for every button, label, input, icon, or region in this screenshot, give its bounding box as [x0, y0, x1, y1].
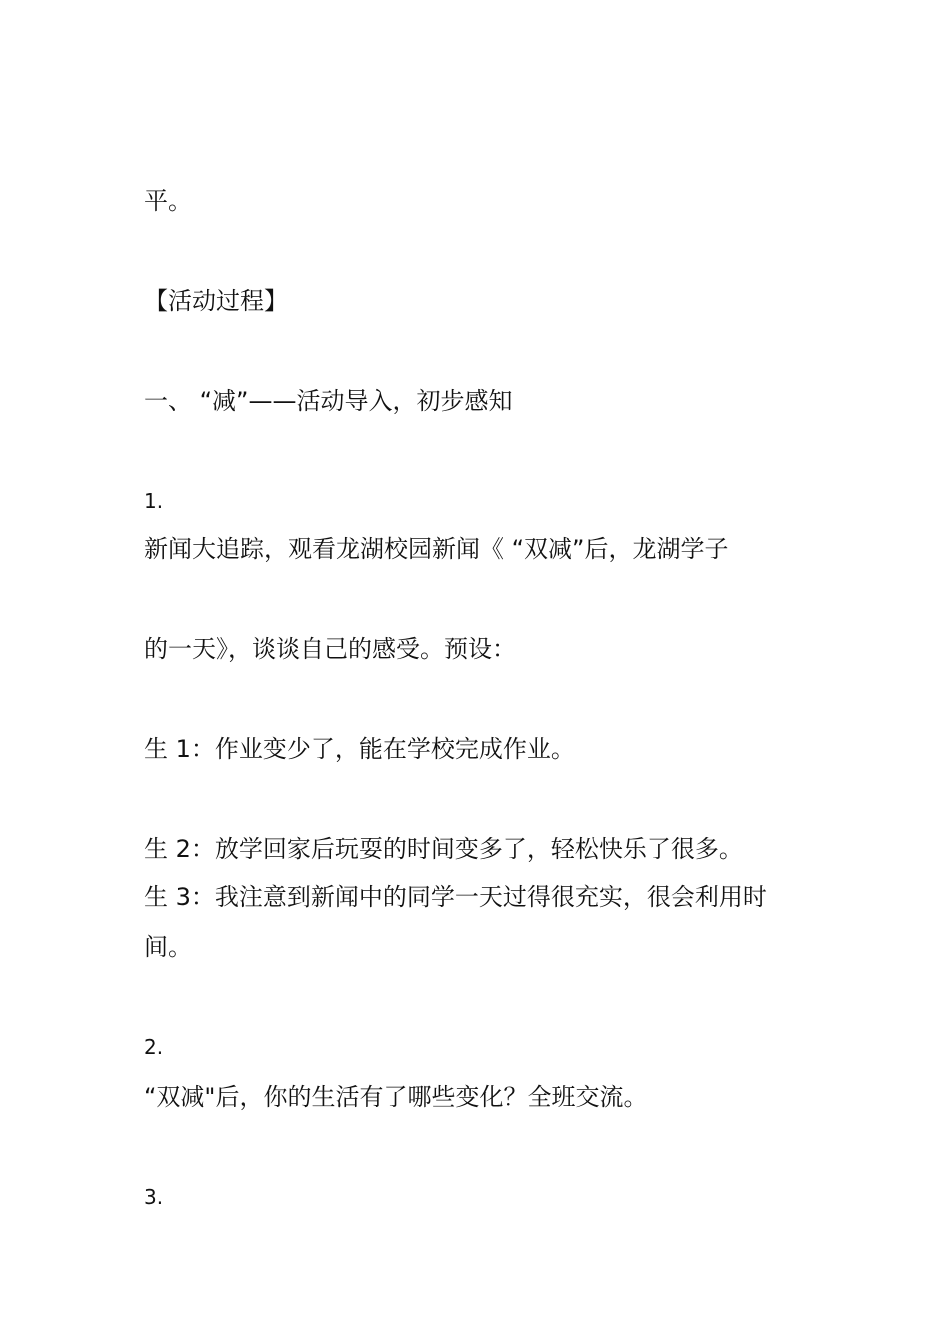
text-line-news-2: 的一天》，谈谈自己的感受。预设： [144, 635, 516, 663]
text-line-1: 平。 [144, 187, 192, 215]
subsection-heading-one: 一、 “减”——活动导入，初步感知 [144, 387, 513, 415]
section-heading-activity-process: 【活动过程】 [144, 287, 288, 315]
text-line-news-1: 新闻大追踪，观看龙湖校园新闻《 “双减”后，龙湖学子 [144, 535, 729, 563]
student-answer-3-part2: 间。 [144, 933, 192, 961]
text-line-question: “双减"后，你的生活有了哪些变化？全班交流。 [144, 1083, 648, 1111]
student-answer-3-part1: 生 3：我注意到新闻中的同学一天过得很充实，很会利用时 [144, 883, 767, 911]
list-number-3: 3. [144, 1185, 164, 1209]
list-number-2: 2. [144, 1035, 164, 1059]
student-answer-1: 生 1：作业变少了，能在学校完成作业。 [144, 735, 575, 763]
student-answer-2: 生 2：放学回家后玩耍的时间变多了，轻松快乐了很多。 [144, 835, 743, 863]
list-number-1: 1. [144, 489, 164, 513]
